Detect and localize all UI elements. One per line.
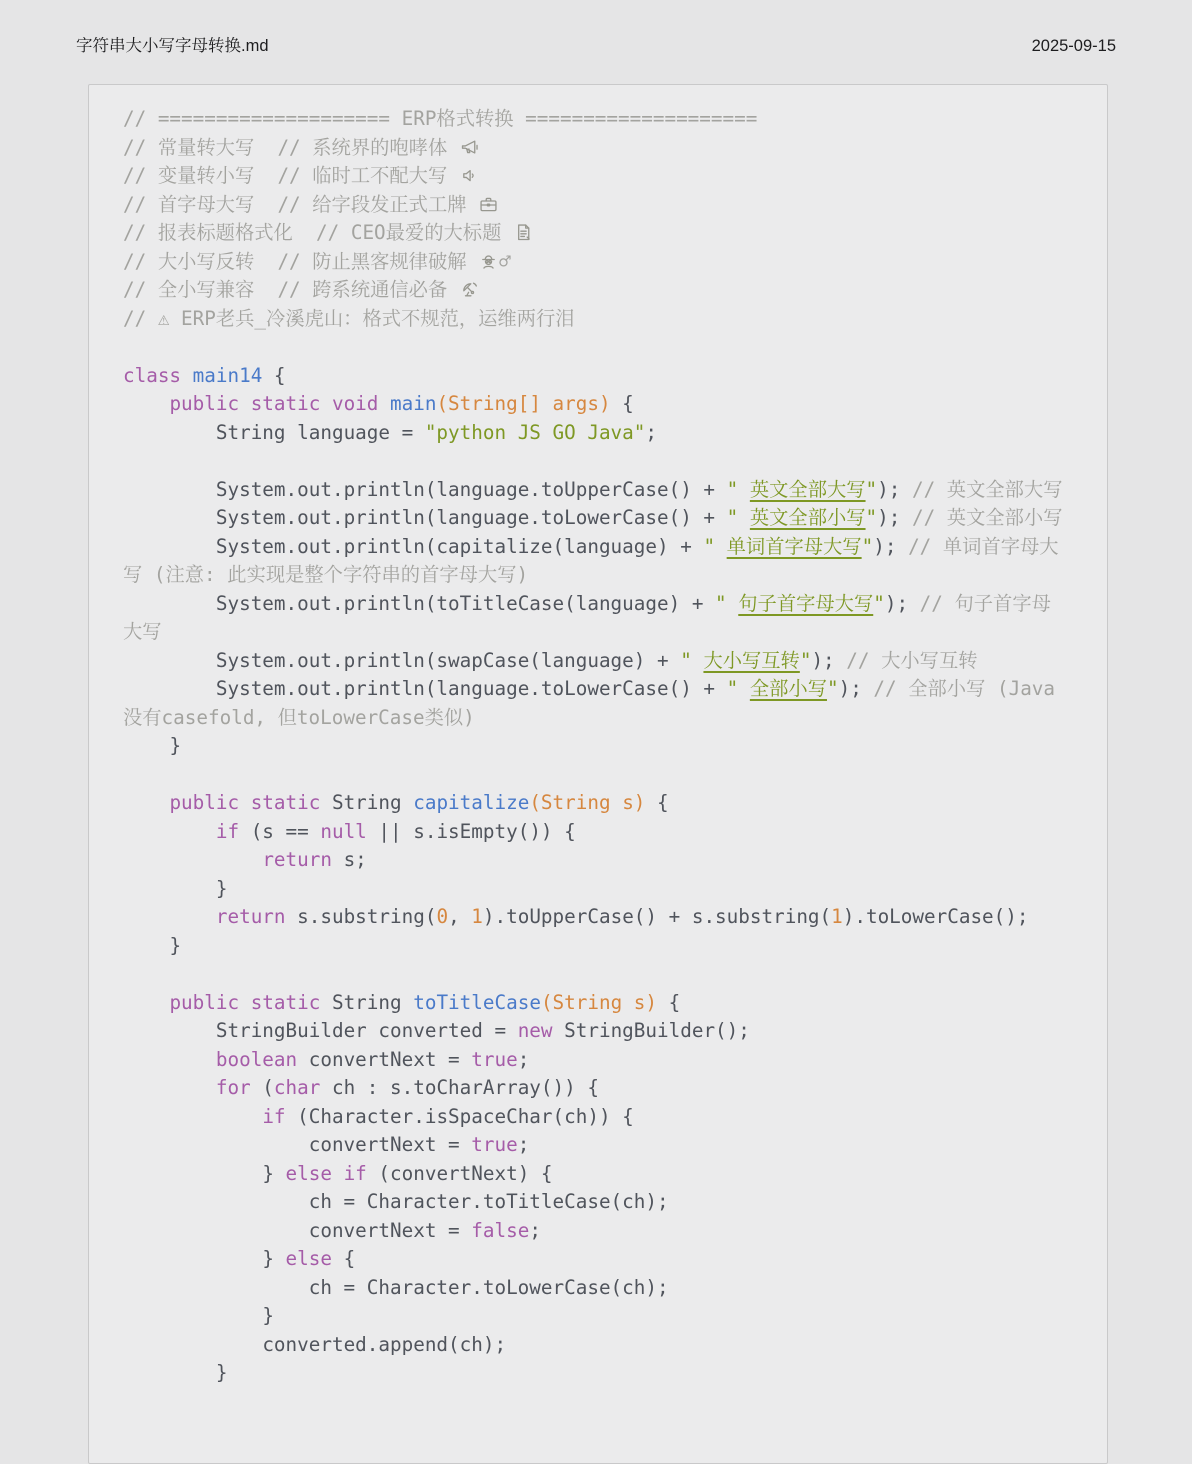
code-segment: 英文全部小写 (749, 506, 866, 529)
code-segment: // 英文全部大写 (911, 477, 1063, 501)
code-segment: // 首字母大写 // 给字段发正式工牌 (123, 192, 479, 216)
code-segment: } (123, 876, 228, 900)
code-segment: if (215, 819, 240, 843)
detective-icon (478, 248, 499, 277)
code-segment (123, 991, 169, 1014)
code-segment: true (471, 1047, 518, 1071)
code-segment: // 英文全部小写 (911, 506, 1063, 529)
code-segment (123, 1048, 216, 1071)
code-segment: ; (517, 1133, 530, 1156)
code-segment: // 常量转大写 // 系统界的咆哮体 (123, 135, 459, 159)
code-segment: // 全小写兼容 // 跨系统通信必备 (123, 278, 459, 301)
document-icon (513, 219, 534, 248)
code-segment: ); (811, 648, 847, 672)
code-segment: System.out.println(toTitleCase(language) + (123, 591, 716, 615)
code-segment: false (471, 1218, 530, 1242)
code-line (123, 219, 1069, 248)
code-segment: convertNext = (297, 1047, 472, 1071)
code-segment: ).toLowerCase(); (842, 905, 1029, 928)
code-segment: // 大小写反转 // 防止黑客规律破解 (123, 249, 479, 273)
code-segment: ); (884, 591, 920, 615)
code-segment: 0 (436, 905, 449, 928)
code-line (123, 248, 1069, 277)
code-segment: } (123, 1247, 286, 1270)
code-segment: { (657, 990, 681, 1014)
code-segment: capitalize (413, 791, 530, 814)
code-segment (123, 848, 262, 871)
code-line (123, 162, 1069, 191)
megaphone-icon (459, 134, 480, 163)
code-segment: if (343, 1161, 367, 1185)
code-segment: { (331, 1247, 356, 1270)
code-line (123, 1188, 1069, 1217)
code-segment: (convertNext) { (366, 1161, 553, 1185)
code-segment: " (726, 677, 750, 700)
code-line (123, 276, 1069, 305)
code-line (123, 390, 1069, 419)
code-segment: // 报表标题格式化 // CEO最爱的大标题 (123, 221, 513, 244)
code-line (123, 1046, 1069, 1075)
code-segment: // 句子首字母大写 (123, 591, 1051, 643)
code-segment: ); (838, 677, 874, 700)
code-segment: if (262, 1104, 286, 1128)
code-segment: " (726, 477, 750, 501)
code-segment (378, 392, 390, 415)
code-segment: StringBuilder(); (552, 1019, 750, 1042)
document-title: 字符串大小写字母转换.md (76, 37, 269, 55)
code-segment: // ⚠ ERP老兵_冷溪虎山：格式不规范，运维两行泪 (123, 306, 575, 330)
code-segment: public (169, 392, 240, 415)
code-segment: 全部小写 (749, 677, 827, 700)
code-segment: convertNext = (123, 1133, 472, 1156)
code-segment: " (826, 677, 839, 700)
document-date: 2025-09-15 (1031, 37, 1116, 55)
code-segment: System.out.println(capitalize(language) + (123, 534, 704, 558)
code-segment: ); (877, 477, 912, 501)
code-segment: StringBuilder converted = (123, 1019, 518, 1042)
code-line (123, 362, 1069, 391)
code-content (123, 105, 1069, 1388)
code-line (123, 989, 1069, 1018)
code-line (123, 134, 1069, 163)
code-segment: static (250, 392, 321, 415)
code-segment: new (517, 1019, 553, 1042)
code-segment (123, 820, 216, 843)
code-segment: ; (645, 420, 657, 444)
code-segment: System.out.println(language.toUpperCase() + (123, 477, 727, 501)
code-segment: " (799, 648, 812, 672)
code-segment: public (169, 990, 240, 1014)
code-line (123, 533, 1069, 590)
code-segment: // ==================== ERP格式转换 ==================== (123, 107, 758, 130)
code-line (123, 1217, 1069, 1246)
code-segment: else (285, 1161, 332, 1185)
code-segment: ch = Character.toLowerCase(ch); (123, 1275, 669, 1299)
code-line (123, 590, 1069, 647)
code-segment: else (285, 1247, 332, 1270)
code-line (123, 305, 1069, 334)
briefcase-icon (478, 191, 499, 220)
document-header (76, 32, 1116, 56)
code-segment: ); (877, 506, 912, 529)
code-segment: " (715, 591, 739, 615)
code-segment: 句子首字母大写 (738, 591, 874, 615)
code-segment: // 变量转小写 // 临时工不配大写 (123, 164, 459, 187)
code-line (123, 789, 1069, 818)
code-segment: " (726, 506, 750, 529)
code-segment: " (865, 506, 878, 529)
code-segment: public (169, 791, 240, 814)
code-segment: } (123, 734, 182, 757)
code-segment: (String s) (540, 990, 658, 1014)
code-segment: return (215, 905, 286, 928)
code-segment (332, 1162, 344, 1185)
code-line (123, 1359, 1069, 1388)
code-segment: " (703, 534, 727, 558)
code-segment: String (320, 990, 414, 1014)
code-segment: main14 (192, 363, 263, 387)
code-line (123, 818, 1069, 847)
code-segment (239, 791, 251, 814)
code-segment: ; (529, 1218, 541, 1242)
code-line (123, 903, 1069, 932)
code-line (123, 333, 1069, 362)
code-line (123, 1131, 1069, 1160)
code-line (123, 1103, 1069, 1132)
code-segment: null (320, 819, 367, 843)
code-line (123, 647, 1069, 676)
code-segment: // 单词首字母大写 (注意: 此实现是整个字符串的首字母大写) (123, 534, 1059, 586)
code-segment: // 全部小写 (Java没有casefold, 但toLowerCase类似) (123, 677, 1056, 729)
code-segment: (s == (239, 819, 321, 843)
code-segment: 1 (471, 905, 483, 928)
code-line (123, 476, 1069, 505)
code-segment: 1 (831, 905, 843, 928)
code-segment (320, 392, 332, 415)
code-line (123, 191, 1069, 220)
code-segment: boolean (215, 1047, 298, 1071)
code-segment: || s.isEmpty()) { (366, 819, 576, 843)
code-segment: ♂ (499, 249, 511, 273)
code-segment: ( (250, 1076, 274, 1099)
code-segment: " (873, 591, 885, 615)
satellite-icon (459, 276, 480, 305)
code-segment: ; (517, 1047, 530, 1071)
code-segment: main (390, 392, 437, 415)
code-segment (123, 1105, 262, 1128)
code-segment: class (123, 363, 182, 387)
code-segment: System.out.println(language.toLowerCase() + (123, 506, 727, 529)
code-line (123, 932, 1069, 961)
code-segment: static (250, 990, 321, 1014)
code-segment: "python JS GO Java" (424, 420, 646, 444)
code-line (123, 875, 1069, 904)
code-block (88, 84, 1108, 1464)
code-segment: (String s) (529, 791, 646, 814)
code-segment: String language = (123, 420, 425, 444)
code-segment: String (320, 791, 414, 814)
code-line (123, 1074, 1069, 1103)
code-segment: (Character.isSpaceChar(ch)) { (285, 1104, 634, 1128)
code-segment (181, 364, 193, 387)
code-segment: // 大小写互转 (846, 648, 978, 672)
code-segment: " (680, 648, 704, 672)
code-segment: } (123, 1361, 228, 1384)
code-line (123, 504, 1069, 533)
code-segment: } (123, 1304, 274, 1327)
code-segment (123, 392, 169, 415)
code-segment: , (448, 905, 472, 928)
code-segment: 单词首字母大写 (726, 534, 862, 558)
code-segment (239, 991, 251, 1014)
code-line (123, 1245, 1069, 1274)
code-segment (123, 1076, 216, 1099)
code-segment: s.substring( (285, 905, 437, 928)
code-segment (123, 791, 169, 814)
code-segment (123, 905, 216, 928)
code-segment: { (645, 791, 669, 814)
code-line (123, 105, 1069, 134)
code-segment: 大小写互转 (703, 648, 800, 672)
code-line (123, 675, 1069, 732)
code-line (123, 846, 1069, 875)
code-line (123, 761, 1069, 790)
code-segment: 英文全部大写 (749, 477, 866, 501)
speaker-icon (459, 162, 480, 191)
code-segment: s; (331, 848, 367, 871)
code-line (123, 1331, 1069, 1360)
code-segment: void (331, 392, 379, 415)
code-segment: } (123, 1161, 286, 1185)
code-line (123, 419, 1069, 448)
code-segment: } (123, 933, 182, 957)
code-segment: convertNext = (123, 1218, 472, 1242)
code-line (123, 732, 1069, 761)
code-line (123, 1274, 1069, 1303)
code-segment: ); (873, 534, 909, 558)
code-segment: return (262, 848, 332, 871)
code-segment: ).toUpperCase() + s.substring( (482, 905, 832, 928)
code-segment: for (215, 1076, 251, 1099)
code-line (123, 1017, 1069, 1046)
code-segment: ch : s.toCharArray()) { (320, 1076, 599, 1099)
code-segment: converted.append(ch); (123, 1332, 507, 1356)
code-segment (239, 392, 251, 415)
code-segment: true (471, 1133, 518, 1156)
code-segment: toTitleCase (413, 990, 541, 1014)
code-segment: (String[] args) (436, 392, 611, 415)
code-segment: " (865, 477, 878, 501)
code-segment: static (250, 791, 321, 814)
code-segment: System.out.println(swapCase(language) + (123, 648, 681, 672)
code-segment: System.out.println(language.toLowerCase() + (123, 677, 727, 700)
code-segment: { (262, 363, 286, 387)
code-line (123, 1160, 1069, 1189)
code-segment: " (861, 534, 874, 558)
code-segment: ch = Character.toTitleCase(ch); (123, 1190, 669, 1213)
code-line (123, 960, 1069, 989)
code-line (123, 1302, 1069, 1331)
code-segment: { (610, 392, 634, 415)
code-line (123, 447, 1069, 476)
code-segment: char (273, 1076, 321, 1099)
